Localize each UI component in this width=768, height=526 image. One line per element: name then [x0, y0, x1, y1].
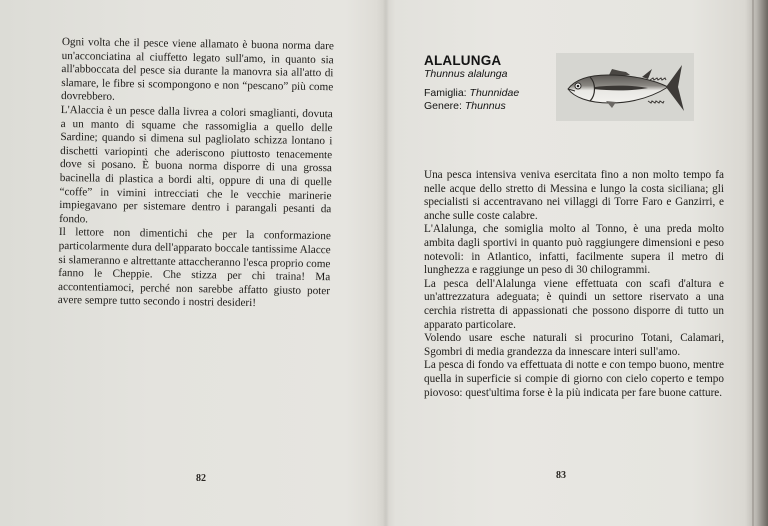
- paragraph: L'Alaccia è un pesce dalla livrea a colori smaglianti, dovuta a un manto di squame che rassomiglia a quello delle Sardine; quando si dimena sul pagliolato schizza lontano i dischetti variopinti che aderiscono piuttosto tenacemente dove si posano. È buona norma disporre di una grossa bacinella di plastica a bordi alti, oppure di una di quelle “coffe” in vimini intrecciati che le vecchie marinerie impiegavano per sistemare dentro i parangali pesanti da fondo.: [59, 103, 333, 226]
- paragraph: L'Alalunga, che somiglia molto al Tonno, è una preda molto ambita dagli sportivi in quanto può raggiungere dimensioni e peso notevoli: in Atlantico, infatti, facilmente supera il metro di lunghezza e raggiunge un peso di 30 chilogrammi.: [424, 223, 724, 277]
- tuna-fish-icon: [556, 53, 694, 121]
- paragraph: Ogni volta che il pesce viene allamato è buona norma dare un'acconciatina al ciuffetto legato sull'amo, in quanto sia all'abboccata del pesce sia durante la manovra sia all'atto di slamare, le fibre si scompongono e non “pescano” più come dovrebbero.: [60, 36, 334, 104]
- paragraph: Una pesca intensiva veniva esercitata fino a non molto tempo fa nelle acque dello stretto di Messina e lungo la costa siciliana; gli specialisti si accentravano nei villaggi di Torre Faro e Ganzirri, e anche sulle coste calabre.: [424, 169, 724, 222]
- species-name: ALALUNGA: [424, 53, 502, 68]
- paragraph: La pesca di fondo va effettuata di notte e con tempo buono, mentre quella in superficie si compie di giorno con cielo coperto e tempo piovoso: quest'ultima forse è la più indicata per fare buone catture.: [424, 359, 724, 399]
- right-page: [384, 0, 768, 526]
- page-number: 82: [196, 473, 206, 484]
- genus-row: [424, 100, 519, 113]
- genus-label: Genere:: [424, 99, 462, 112]
- left-page-body: [58, 36, 334, 312]
- genus-value: Thunnus: [464, 99, 506, 112]
- paragraph: Il lettore non dimentichi che per la conformazione particolarmente dura dell'apparato boccale tantissime Alacce si slameranno e altrettante attaccheranno l'esca proprio come fanno le Cheppie. Che stizza per chi traina! Ma accontentiamoci, perché non sarebbe affatto giusto poter avere sempre tutto secondo i nostri desideri!: [57, 226, 331, 310]
- species-taxonomy: [424, 87, 519, 112]
- family-value: Thunnidae: [469, 87, 520, 99]
- page-number: 83: [556, 470, 566, 481]
- family-row: [424, 87, 519, 100]
- family-label: Famiglia:: [424, 87, 467, 99]
- paragraph: Volendo usare esche naturali si procurino Totani, Calamari, Sgombri di media grandezza da innescare interi sull'amo.: [424, 332, 724, 358]
- species-latin-name: Thunnus alalunga: [424, 68, 508, 80]
- paragraph: La pesca dell'Alalunga viene effettuata con scafi d'altura e un'attrezzatura adeguata; è quindi un settore riservato a una cerchia ristretta di appassionati che possono disporre di tutto un apparato particolare.: [424, 277, 724, 331]
- right-page-body: [424, 169, 724, 400]
- species-header: [424, 53, 519, 112]
- fish-illustration: [556, 53, 694, 121]
